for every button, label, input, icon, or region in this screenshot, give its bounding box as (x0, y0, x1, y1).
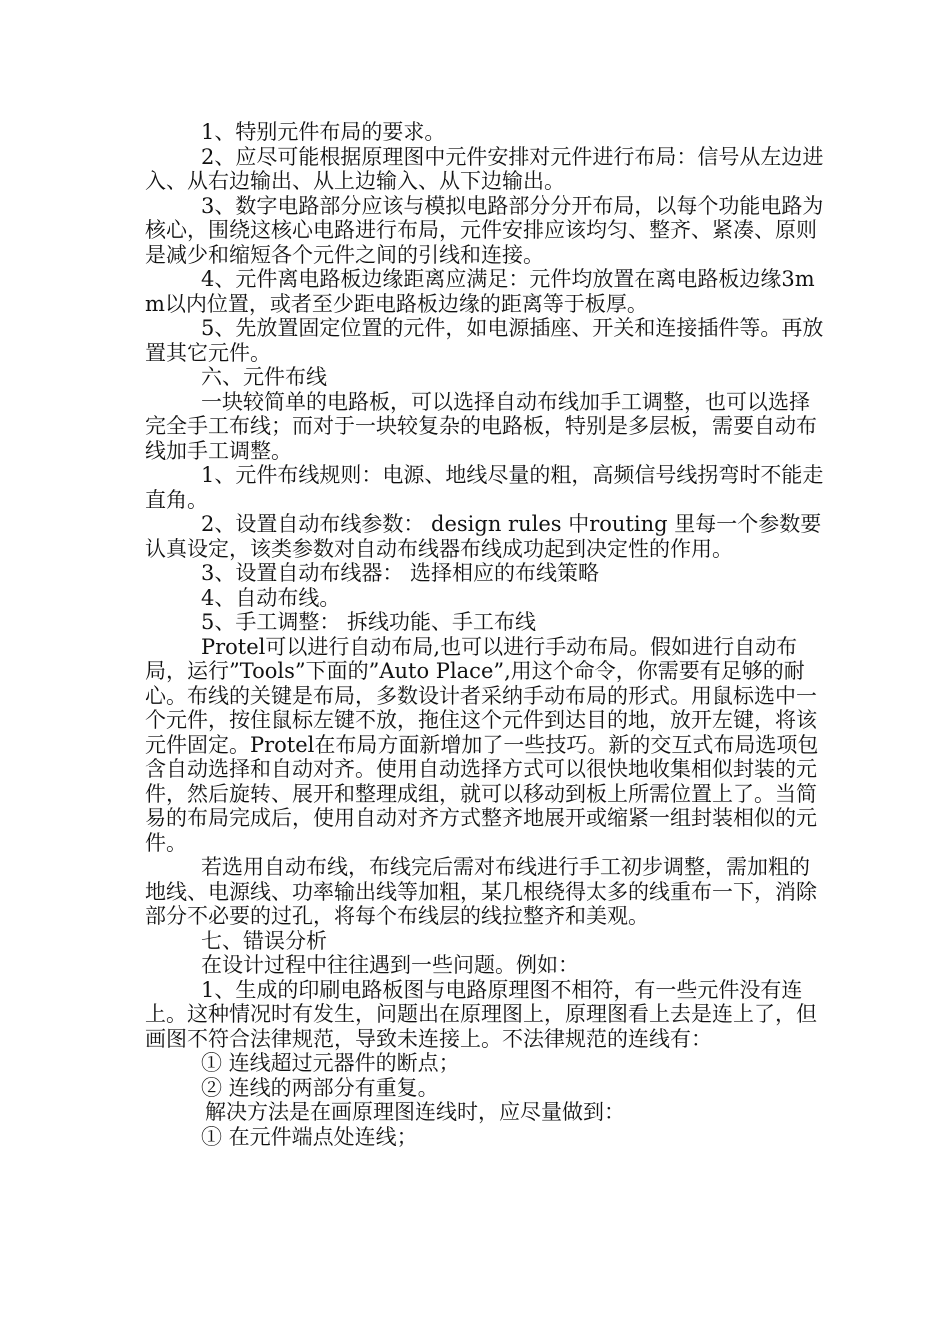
paragraph-12: 5、手工调整： 拆线功能、手工布线 (201, 610, 537, 634)
paragraph-2: 2、应尽可能根据原理图中元件安排对元件进行布局：信号从左边进入、从右边输出、从上边输入、从下边输出。 (145, 144, 824, 193)
paragraph-18: ① 连线超过元器件的断点； (201, 1051, 460, 1075)
paragraph-17: 1、生成的印刷电路板图与电路原理图不相符，有一些元件没有连上。这种情况时有发生，问题出在原理图上，原理图看上去是连上了，但画图不符合法律规范，导致未连接上。不法律规范的连线有： (145, 977, 817, 1051)
document-page (145, 120, 825, 1149)
paragraph-1: 1、特别元件布局的要求。 (201, 120, 446, 144)
paragraph-11: 4、自动布线。 (201, 585, 341, 610)
paragraph-21: ① 在元件端点处连线； (201, 1124, 418, 1149)
paragraph-13: Protel可以进行自动布局,也可以进行手动布局。假如进行自动布局，运行”Tools”下面的”Auto Place”,用这个命令，你需要有足够的耐心。布线的关键是布局，多数设计者采纳手动布局的形式。用鼠标选中一个元件，按住鼠标左键不放，拖住这个元件到达目的地，放开左键，将该元件固定。Protel在布局方面新增加了一些技巧。新的交互式布局选项包含自动选择和自动对齐。使用自动选择方式可以很快地收集相似封装的元件，然后旋转、展开和整理成组，就可以移动到板上所需位置上了。当简易的布局完成后，使用自动对齐方式整齐地展开或缩紧一组封装相似的元件。 (145, 634, 819, 855)
paragraph-20: 解决方法是在画原理图连线时，应尽量做到： (205, 1100, 625, 1124)
paragraph-16: 在设计过程中往往遇到一些问题。例如： (201, 953, 579, 977)
paragraph-10: 3、设置自动布线器： 选择相应的布线策略 (201, 561, 600, 585)
paragraph-7: 一块较简单的电路板，可以选择自动布线加手工调整，也可以选择完全手工布线；而对于一块较复杂的电路板，特别是多层板，需要自动布线加手工调整。 (145, 389, 817, 463)
paragraph-3: 3、数字电路部分应该与模拟电路部分分开布局，以每个功能电路为核心，围绕这核心电路进行布局，元件安排应该均匀、整齐、紧凑、原则是减少和缩短各个元件之间的引线和连接。 (145, 193, 824, 267)
paragraph-9: 2、设置自动布线参数： design rules 中routing 里每一个参数要认真设定，该类参数对自动布线器布线成功起到决定性的作用。 (145, 512, 822, 561)
paragraph-14: 若选用自动布线，布线完后需对布线进行手工初步调整，需加粗的地线、电源线、功率输出线等加粗，某几根绕得太多的线重布一下，消除部分不必要的过孔，将每个布线层的线拉整齐和美观。 (145, 855, 817, 928)
paragraph-5: 5、先放置固定位置的元件，如电源插座、开关和连接插件等。再放置其它元件。 (145, 316, 824, 365)
paragraph-4: 4、元件离电路板边缘距离应满足：元件均放置在离电路板边缘3mm以内位置，或者至少距电路板边缘的距离等于板厚。 (145, 267, 815, 316)
paragraph-19: ② 连线的两部分有重复。 (201, 1075, 439, 1100)
paragraph-8: 1、元件布线规则：电源、地线尽量的粗，高频信号线拐弯时不能走直角。 (145, 463, 824, 512)
section-heading-7: 七、错误分析 (201, 928, 327, 953)
section-heading-6: 六、元件布线 (201, 365, 327, 389)
